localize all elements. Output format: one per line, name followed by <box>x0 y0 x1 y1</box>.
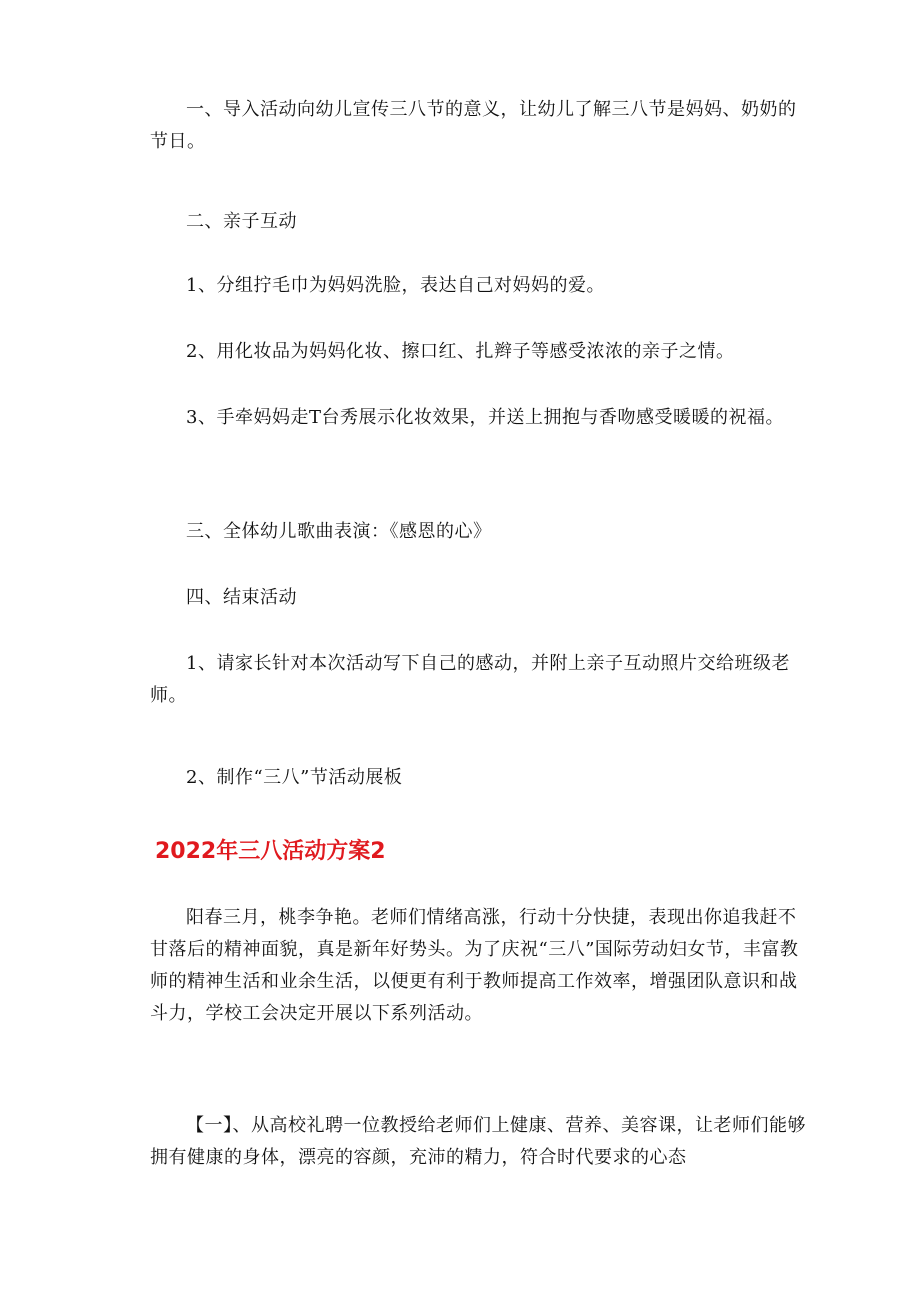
paragraph-spring: 阳春三月，桃李争艳。老师们情绪高涨，行动十分快捷，表现出你追我赶不甘落后的精神面貌，真是新年好势头。为了庆祝“三八”国际劳动妇女节，丰富教师的精神生活和业余生活，以便更有利于教师提高工作效率，增强团队意识和战斗力，学校工会决定开展以下系列活动。 <box>150 907 799 1024</box>
paragraph-end-title: 四、结束活动 <box>186 587 297 608</box>
section-heading: 2022年三八活动方案2 <box>155 839 386 864</box>
paragraph-item-3: 3、手牵妈妈走T台秀展示化妆效果，并送上拥抱与香吻感受暖暖的祝福。 <box>186 407 784 428</box>
paragraph-item-2: 2、用化妆品为妈妈化妆、擦口红、扎辫子等感受浓浓的亲子之情。 <box>186 341 735 362</box>
paragraph-item-1: 1、分组拧毛巾为妈妈洗脸，表达自己对妈妈的爱。 <box>186 275 605 296</box>
paragraph-activity-1: 【一】、从高校礼聘一位教授给老师们上健康、营养、美容课，让老师们能够拥有健康的身体，漂亮的容颜，充沛的精力，符合时代要求的心态 <box>150 1115 806 1168</box>
paragraph-song: 三、全体幼儿歌曲表演：《感恩的心》 <box>186 521 492 542</box>
paragraph-end-item-1: 1、请家长针对本次活动写下自己的感动，并附上亲子互动照片交给班级老师。 <box>150 653 790 706</box>
paragraph-parent-child-title: 二、亲子互动 <box>186 211 297 232</box>
paragraph-intro: 一、导入活动向幼儿宣传三八节的意义，让幼儿了解三八节是妈妈、奶奶的节日。 <box>150 99 797 152</box>
paragraph-end-item-2: 2、制作“三八”节活动展板 <box>186 767 403 788</box>
